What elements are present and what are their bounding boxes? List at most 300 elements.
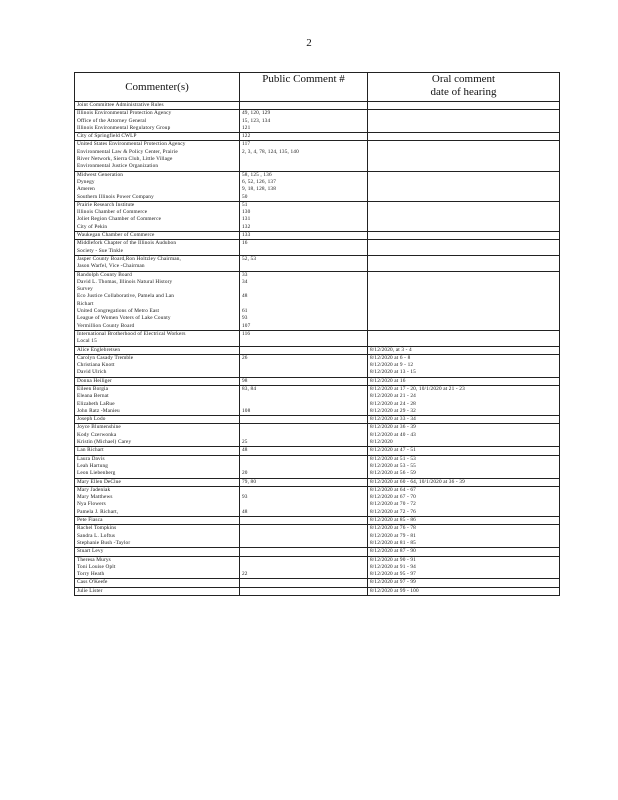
oral-comment-cell bbox=[368, 424, 560, 447]
cell-line: 8/12/2020 at 9 - 12 bbox=[370, 362, 414, 369]
public-comment-cell bbox=[240, 385, 368, 415]
cell-line bbox=[370, 141, 557, 148]
public-comment-cell bbox=[240, 102, 368, 110]
cell-line bbox=[370, 248, 557, 255]
cell-line bbox=[370, 286, 557, 293]
cell-line: Laura Davis bbox=[77, 455, 105, 462]
cell-line bbox=[370, 240, 557, 247]
cell-line: Leah Hartung bbox=[77, 462, 109, 469]
table-row bbox=[75, 133, 560, 141]
table-row bbox=[75, 455, 560, 478]
cell-line bbox=[242, 338, 365, 345]
public-comment-cell bbox=[240, 201, 368, 231]
cell-line bbox=[242, 501, 365, 508]
cell-line: City of Springfield CWLP bbox=[77, 133, 137, 140]
cell-line: Nya Flowers bbox=[77, 501, 106, 508]
public-comment-cell bbox=[240, 587, 368, 595]
cell-line: 8/12/2020 at 81 - 85 bbox=[370, 539, 416, 546]
cell-line: 22 bbox=[242, 571, 248, 578]
cell-line: 8/12/2020 at 47 - 51 bbox=[370, 447, 416, 454]
commenter-cell bbox=[75, 587, 240, 595]
table-row bbox=[75, 102, 560, 110]
cell-line bbox=[370, 163, 557, 170]
cell-line: Joyce Blumenshine bbox=[77, 424, 121, 431]
cell-line bbox=[370, 279, 557, 286]
cell-line bbox=[370, 301, 557, 308]
cell-line: Illinois Chamber of Commerce bbox=[77, 209, 148, 216]
cell-line bbox=[242, 463, 365, 470]
public-comment-cell bbox=[240, 424, 368, 447]
cell-line: Leon Liebenberg bbox=[77, 470, 116, 477]
table-row bbox=[75, 486, 560, 516]
cell-line: 8/12/2020 at 13 - 15 bbox=[370, 369, 416, 376]
cell-line: Stephanie Bush -Taylor bbox=[77, 539, 131, 546]
cell-line: Ameren bbox=[77, 186, 95, 193]
commenter-cell bbox=[75, 271, 240, 330]
oral-header-line1: Oral comment bbox=[431, 73, 496, 85]
cell-line: International Brotherhood of Electrical Workers bbox=[77, 330, 186, 337]
cell-line: 26 bbox=[242, 354, 248, 361]
public-comment-cell bbox=[240, 171, 368, 201]
cell-line: 131 bbox=[242, 216, 251, 223]
public-comment-header: Public Comment # bbox=[240, 73, 368, 102]
cell-line bbox=[242, 416, 365, 423]
table-row bbox=[75, 240, 560, 256]
cell-line: 79, 80 bbox=[242, 478, 257, 485]
cell-line: 93 bbox=[242, 494, 248, 501]
cell-line: Christiana Knott bbox=[77, 362, 115, 369]
cell-line bbox=[370, 172, 557, 179]
cell-line: 8/12/2020 at 72 - 76 bbox=[370, 508, 416, 515]
cell-line: Southern Illinois Power Company bbox=[77, 193, 154, 200]
cell-line bbox=[242, 487, 365, 494]
cell-line: 34 bbox=[242, 278, 248, 285]
cell-line: 48 bbox=[242, 508, 248, 515]
public-comment-cell bbox=[240, 330, 368, 346]
cell-line: Joint Committee Administrative Rules bbox=[77, 102, 164, 108]
public-comment-cell bbox=[240, 271, 368, 330]
cell-line: Illinois Environmental Protection Agency bbox=[77, 110, 172, 117]
cell-line bbox=[370, 102, 557, 109]
cell-line bbox=[370, 156, 557, 163]
table-row bbox=[75, 447, 560, 455]
cell-line: 93 bbox=[242, 315, 248, 322]
oral-comment-cell bbox=[368, 455, 560, 478]
cell-line: Society - Sue Tinkle bbox=[77, 247, 124, 254]
oral-comment-cell bbox=[368, 346, 560, 354]
cell-line: Mary Jadeniak bbox=[77, 486, 111, 493]
table-row bbox=[75, 232, 560, 240]
cell-line: 51 bbox=[242, 201, 248, 208]
commenter-cell bbox=[75, 455, 240, 478]
cell-line: 117 bbox=[242, 141, 251, 148]
cell-line: 8/12/2020 at 87 - 90 bbox=[370, 548, 416, 555]
cell-line: 8/12/2020 at 24 - 28 bbox=[370, 400, 416, 407]
table-row bbox=[75, 548, 560, 556]
cell-line: 8/12/2020 at 53 - 55 bbox=[370, 462, 416, 469]
cell-line bbox=[370, 331, 557, 338]
public-comment-cell bbox=[240, 517, 368, 525]
cell-line: 61 bbox=[242, 308, 248, 315]
cell-line: 133 bbox=[242, 232, 251, 239]
cell-line: 122 bbox=[242, 133, 251, 140]
public-comment-cell bbox=[240, 579, 368, 587]
cell-line bbox=[242, 548, 365, 555]
oral-comment-cell bbox=[368, 587, 560, 595]
oral-comment-cell bbox=[368, 579, 560, 587]
cell-line: 8/12/2020 at 97 - 99 bbox=[370, 579, 416, 586]
cell-line: 8/12/2020 at 17 - 20, 10/1/2020 at 21 - 23 bbox=[370, 385, 465, 392]
cell-line bbox=[242, 362, 365, 369]
cell-line bbox=[242, 248, 365, 255]
public-comment-cell bbox=[240, 556, 368, 579]
cell-line: Joliet Region Chamber of Commerce bbox=[77, 216, 162, 223]
commenter-cell bbox=[75, 517, 240, 525]
public-comment-cell bbox=[240, 110, 368, 133]
cell-line: Dynegy bbox=[77, 178, 95, 185]
table-row bbox=[75, 271, 560, 330]
oral-comment-cell bbox=[368, 330, 560, 346]
table-row bbox=[75, 141, 560, 171]
oral-comment-cell bbox=[368, 102, 560, 110]
cell-line: United Congregations of Metro East bbox=[77, 308, 160, 315]
cell-line: David L. Thomas, Illinois Natural History bbox=[77, 278, 173, 285]
cell-line bbox=[370, 293, 557, 300]
cell-line: 8/12/2020 at 85 - 86 bbox=[370, 517, 416, 524]
public-comment-cell bbox=[240, 525, 368, 548]
cell-line: 132 bbox=[242, 223, 251, 230]
cell-line bbox=[242, 393, 365, 400]
public-comment-cell bbox=[240, 346, 368, 354]
commenter-cell bbox=[75, 354, 240, 377]
cell-line: 8/12/2020 at 40 - 43 bbox=[370, 431, 416, 438]
cell-line: Alice Englebretsen bbox=[77, 346, 121, 353]
cell-line: John Ratz -Manieu bbox=[77, 407, 120, 414]
table-row bbox=[75, 478, 560, 486]
cell-line: 16 bbox=[242, 240, 248, 247]
oral-comment-cell bbox=[368, 556, 560, 579]
cell-line bbox=[370, 186, 557, 193]
commenter-cell bbox=[75, 201, 240, 231]
oral-comment-cell bbox=[368, 271, 560, 330]
public-comment-cell bbox=[240, 455, 368, 478]
cell-line bbox=[242, 156, 365, 163]
cell-line: 33 bbox=[242, 271, 248, 278]
cell-line: 2, 3, 4, 78, 124, 135, 140 bbox=[242, 148, 299, 155]
cell-line bbox=[370, 272, 557, 279]
cell-line: Lan Richart bbox=[77, 447, 104, 454]
cell-line: Local 15 bbox=[77, 338, 97, 345]
cell-line bbox=[242, 401, 365, 408]
cell-line: 83, 84 bbox=[242, 385, 257, 392]
commenter-cell bbox=[75, 377, 240, 385]
cell-line bbox=[370, 118, 557, 125]
cell-line: Sandra L. Loftus bbox=[77, 532, 116, 539]
cell-line bbox=[370, 194, 557, 201]
cell-line bbox=[242, 286, 365, 293]
commenter-cell bbox=[75, 556, 240, 579]
cell-line: 8/12/2020 at 36 - 39 bbox=[370, 424, 416, 431]
cell-line bbox=[370, 216, 557, 223]
cell-line: 58, 125 , 136 bbox=[242, 171, 272, 178]
oral-comment-cell bbox=[368, 548, 560, 556]
cell-line: Julie Lister bbox=[77, 587, 103, 594]
cell-line: 8/12/2020 at 56 - 59 bbox=[370, 470, 416, 477]
cell-line bbox=[242, 579, 365, 586]
cell-line: Stuart Levy bbox=[77, 548, 104, 555]
cell-line bbox=[242, 456, 365, 463]
public-comment-cell bbox=[240, 548, 368, 556]
table-header-row bbox=[75, 73, 560, 102]
cell-line: 48 bbox=[242, 293, 248, 300]
public-comment-cell bbox=[240, 354, 368, 377]
cell-line bbox=[370, 323, 557, 330]
cell-line: 25 bbox=[242, 439, 248, 446]
table-row bbox=[75, 110, 560, 133]
cell-line bbox=[370, 209, 557, 216]
commenter-cell bbox=[75, 385, 240, 415]
cell-line: Office of the Attorney General bbox=[77, 117, 147, 124]
oral-header-line2: date of hearing bbox=[430, 86, 497, 98]
public-comment-cell bbox=[240, 486, 368, 516]
oral-comment-cell bbox=[368, 486, 560, 516]
cell-line bbox=[242, 369, 365, 376]
public-comment-cell bbox=[240, 141, 368, 171]
public-comment-cell bbox=[240, 447, 368, 455]
cell-line: 8/12/2020 at 95 - 97 bbox=[370, 571, 416, 578]
cell-line: Elizabeth LaRue bbox=[77, 400, 115, 407]
cell-line bbox=[242, 564, 365, 571]
cell-line: Eleana Bernat bbox=[77, 393, 109, 400]
page-number: 2 bbox=[306, 37, 312, 49]
cell-line: David Ulrich bbox=[77, 369, 107, 376]
table-row bbox=[75, 424, 560, 447]
commenter-cell bbox=[75, 232, 240, 240]
cell-line bbox=[242, 432, 365, 439]
cell-line: 107 bbox=[242, 322, 251, 329]
oral-comment-cell bbox=[368, 478, 560, 486]
cell-line bbox=[242, 263, 365, 270]
cell-line bbox=[242, 301, 365, 308]
table-row bbox=[75, 587, 560, 595]
commenter-cell bbox=[75, 171, 240, 201]
cell-line bbox=[370, 125, 557, 132]
table-row bbox=[75, 346, 560, 354]
cell-line: Waukegan Chamber of Commerce bbox=[77, 232, 155, 239]
cell-line: Rachel Tompkins bbox=[77, 525, 117, 532]
table-row bbox=[75, 517, 560, 525]
public-comment-cell bbox=[240, 133, 368, 141]
oral-comment-cell bbox=[368, 255, 560, 271]
cell-line: 8/12/2020 at 64 - 67 bbox=[370, 486, 416, 493]
cell-line bbox=[370, 110, 557, 117]
cell-line: United States Environmental Protection Agency bbox=[77, 141, 186, 148]
cell-line: 9, 18, 128, 138 bbox=[242, 186, 277, 193]
cell-line: Vermillion County Board bbox=[77, 322, 135, 329]
commenter-cell bbox=[75, 330, 240, 346]
cell-line: Toni Louise Oplt bbox=[77, 563, 116, 570]
cell-line: 8/12/2020 at 51 - 53 bbox=[370, 455, 416, 462]
cell-line: 130 bbox=[242, 209, 251, 216]
commenter-cell bbox=[75, 141, 240, 171]
cell-line: Jason Warfel, Vice -Chairman bbox=[77, 263, 145, 270]
cell-line: Cass O'Keefe bbox=[77, 579, 108, 586]
oral-comment-cell bbox=[368, 416, 560, 424]
cell-line bbox=[370, 338, 557, 345]
cell-line: 15, 123, 134 bbox=[242, 117, 271, 124]
commenters-header: Commenter(s) bbox=[75, 73, 240, 102]
cell-line bbox=[370, 256, 557, 263]
commenter-cell bbox=[75, 102, 240, 110]
cell-line: 8/12/2020 at 67 - 70 bbox=[370, 494, 416, 501]
table-row bbox=[75, 525, 560, 548]
cell-line: 8/12/2020 at 16 bbox=[370, 377, 406, 384]
cell-line bbox=[370, 315, 557, 322]
cell-line: 108 bbox=[242, 407, 251, 414]
table-row bbox=[75, 330, 560, 346]
table-row bbox=[75, 171, 560, 201]
cell-line bbox=[242, 540, 365, 547]
cell-line: 8/12/2020 at 90 - 91 bbox=[370, 556, 416, 563]
cell-line: Pamela J. Richart, bbox=[77, 508, 119, 515]
cell-line: 8/12/2020 at 99 - 100 bbox=[370, 587, 419, 594]
cell-line bbox=[370, 149, 557, 156]
oral-comment-cell bbox=[368, 517, 560, 525]
cell-line: Torry Heath bbox=[77, 571, 105, 578]
cell-line bbox=[370, 179, 557, 186]
oral-comment-cell bbox=[368, 525, 560, 548]
oral-comment-cell bbox=[368, 447, 560, 455]
cell-line: Mary Ellen DeClue bbox=[77, 478, 122, 485]
cell-line: City of Pekin bbox=[77, 223, 108, 230]
cell-line: 48 bbox=[242, 447, 248, 454]
cell-line: 20 bbox=[242, 470, 248, 477]
cell-line: 8/12/2020 at 33 - 34 bbox=[370, 416, 416, 423]
oral-comment-cell bbox=[368, 385, 560, 415]
cell-line bbox=[370, 232, 557, 239]
cell-line: Mary Matthews bbox=[77, 494, 113, 501]
cell-line bbox=[242, 347, 365, 354]
cell-line: 8/12/2020 at 60 - 64, 10/1/2020 at 36 - 39 bbox=[370, 478, 465, 485]
commenter-cell bbox=[75, 255, 240, 271]
cell-line bbox=[242, 525, 365, 532]
cell-line bbox=[370, 202, 557, 209]
cell-line: Survey bbox=[77, 286, 93, 293]
cell-line bbox=[242, 588, 365, 595]
commenter-cell bbox=[75, 525, 240, 548]
cell-line: 49, 120, 129 bbox=[242, 110, 271, 117]
cell-line: 8/12/2020 at 79 - 81 bbox=[370, 532, 416, 539]
cell-line: Eileen Borgia bbox=[77, 385, 109, 392]
commenter-cell bbox=[75, 486, 240, 516]
cell-line: 8/12/2020 at 29 - 32 bbox=[370, 407, 416, 414]
oral-comment-header bbox=[368, 73, 560, 102]
table-row bbox=[75, 416, 560, 424]
cell-line: 8/12/2020 at 6 - 8 bbox=[370, 354, 411, 361]
cell-line: Randolph County Board bbox=[77, 271, 132, 278]
oral-comment-cell bbox=[368, 232, 560, 240]
table-row bbox=[75, 255, 560, 271]
oral-comment-cell bbox=[368, 110, 560, 133]
cell-line: 52, 53 bbox=[242, 255, 257, 262]
table-row bbox=[75, 377, 560, 385]
commenter-cell bbox=[75, 346, 240, 354]
cell-line: Theresa Murys bbox=[77, 556, 111, 563]
commenter-cell bbox=[75, 424, 240, 447]
cell-line bbox=[370, 308, 557, 315]
oral-comment-cell bbox=[368, 377, 560, 385]
cell-line: 8/12/2020, at 3 - 4 bbox=[370, 346, 412, 353]
cell-line: 6, 52, 126, 137 bbox=[242, 178, 277, 185]
cell-line: Illinois Environmental Regulatory Group bbox=[77, 124, 171, 131]
cell-line bbox=[242, 533, 365, 540]
cell-line: Environmental Law & Policy Center, Prairie bbox=[77, 148, 178, 155]
cell-line: Jasper County Board,Ron Holtzley Chairman, bbox=[77, 255, 181, 262]
oral-comment-cell bbox=[368, 141, 560, 171]
public-comment-cell bbox=[240, 232, 368, 240]
cell-line: Donna Heiliger bbox=[77, 377, 112, 384]
cell-line bbox=[242, 517, 365, 524]
cell-line: Eco Justice Collaborative, Pamela and Lan bbox=[77, 293, 175, 300]
oral-comment-cell bbox=[368, 354, 560, 377]
cell-line: 116 bbox=[242, 330, 251, 337]
cell-line bbox=[370, 224, 557, 231]
commenter-cell bbox=[75, 416, 240, 424]
oral-comment-cell bbox=[368, 133, 560, 141]
cell-line: 98 bbox=[242, 377, 248, 384]
cell-line: 8/12/2020 bbox=[370, 439, 393, 446]
commenter-cell bbox=[75, 579, 240, 587]
table-row bbox=[75, 201, 560, 231]
cell-line: Pete Fiasca bbox=[77, 517, 103, 524]
cell-line: Carolyn Casady Tremble bbox=[77, 354, 134, 361]
cell-line bbox=[370, 263, 557, 270]
oral-comment-cell bbox=[368, 171, 560, 201]
table-row bbox=[75, 385, 560, 415]
commenter-cell bbox=[75, 548, 240, 556]
cell-line: Kristin (Michael) Carey bbox=[77, 439, 132, 446]
cell-line: 8/12/2020 at 70 - 72 bbox=[370, 501, 416, 508]
commenters-table bbox=[74, 72, 560, 596]
oral-comment-cell bbox=[368, 201, 560, 231]
public-comment-cell bbox=[240, 255, 368, 271]
public-comment-cell bbox=[240, 478, 368, 486]
cell-line: 8/12/2020 at 91 - 94 bbox=[370, 563, 416, 570]
cell-line: Midwest Generation bbox=[77, 171, 124, 178]
table-row bbox=[75, 556, 560, 579]
public-comment-cell bbox=[240, 416, 368, 424]
commenter-cell bbox=[75, 110, 240, 133]
commenter-cell bbox=[75, 240, 240, 256]
cell-line bbox=[370, 133, 557, 140]
cell-line: 50 bbox=[242, 193, 248, 200]
cell-line: Prairie Research Institute bbox=[77, 201, 135, 208]
cell-line: Kody Czerwonka bbox=[77, 431, 117, 438]
cell-line bbox=[242, 102, 365, 109]
table-row bbox=[75, 354, 560, 377]
table-row bbox=[75, 579, 560, 587]
cell-line: Environmental Justice Organization bbox=[77, 163, 159, 170]
commenter-cell bbox=[75, 478, 240, 486]
cell-line: 8/12/2020 at 76 - 78 bbox=[370, 525, 416, 532]
oral-comment-cell bbox=[368, 240, 560, 256]
cell-line bbox=[242, 163, 365, 170]
commenter-cell bbox=[75, 133, 240, 141]
cell-line: Middlefork Chapter of the Illinois Audubon bbox=[77, 240, 177, 247]
commenter-cell bbox=[75, 447, 240, 455]
cell-line bbox=[242, 424, 365, 431]
public-comment-cell bbox=[240, 240, 368, 256]
